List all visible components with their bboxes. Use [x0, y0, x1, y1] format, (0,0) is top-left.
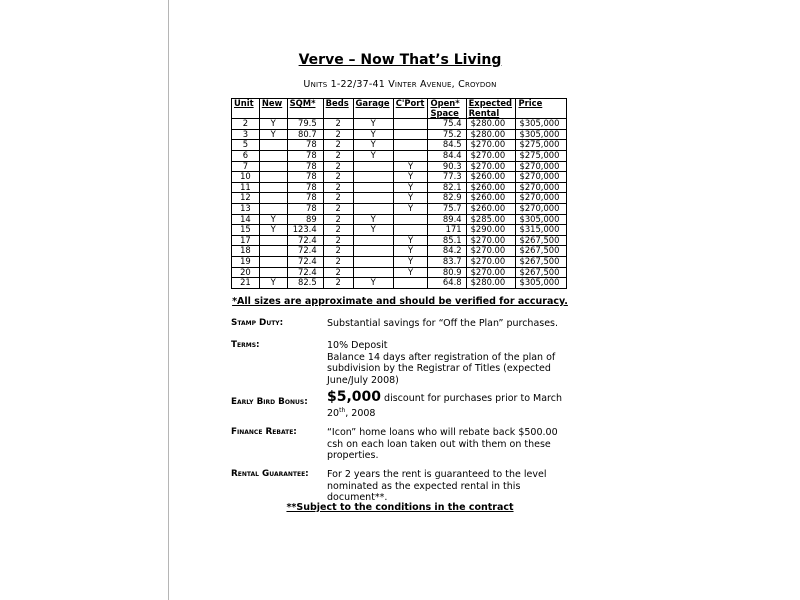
cell-garage	[353, 256, 393, 267]
cell-sqm: 72.4	[287, 267, 323, 278]
cell-expected-rental: $285.00	[466, 214, 516, 225]
cell-expected-rental: $270.00	[466, 256, 516, 267]
cell-garage: Y	[353, 129, 393, 140]
cell-new: Y	[259, 129, 287, 140]
cell-unit: 7	[232, 161, 260, 172]
cell-beds: 2	[323, 214, 353, 225]
cell-unit: 5	[232, 140, 260, 151]
table-row	[232, 172, 567, 183]
cell-unit: 17	[232, 235, 260, 246]
cell-expected-rental: $270.00	[466, 150, 516, 161]
cell-price: $275,000	[516, 140, 567, 151]
cell-carport: Y	[393, 235, 428, 246]
cell-unit: 19	[232, 256, 260, 267]
table-row	[232, 278, 567, 289]
header-beds: Beds	[323, 99, 353, 119]
cell-unit: 18	[232, 246, 260, 257]
cell-new	[259, 246, 287, 257]
cell-unit: 14	[232, 214, 260, 225]
units-table-body	[232, 119, 567, 289]
table-row	[232, 161, 567, 172]
cell-open-space: 84.5	[428, 140, 466, 151]
cell-expected-rental: $270.00	[466, 267, 516, 278]
cell-unit: 13	[232, 203, 260, 214]
cell-open-space: 90.3	[428, 161, 466, 172]
cell-price: $270,000	[516, 203, 567, 214]
cell-carport: Y	[393, 246, 428, 257]
cell-unit: 12	[232, 193, 260, 204]
cell-carport: Y	[393, 267, 428, 278]
document-title: Verve – Now That’s Living	[298, 52, 502, 68]
contract-conditions-note: **Subject to the conditions in the contract	[286, 502, 514, 513]
terms-label: Terms:	[231, 340, 260, 350]
cell-garage	[353, 161, 393, 172]
terms-text	[327, 340, 572, 386]
early-bird-description: discount for purchases prior to March 20	[327, 393, 562, 419]
cell-beds: 2	[323, 267, 353, 278]
cell-beds: 2	[323, 161, 353, 172]
cell-unit: 2	[232, 119, 260, 130]
terms-balance: Balance 14 days after registration of the plan of subdivision by the Registrar of Titles (expected June/July 2008)	[327, 351, 556, 386]
early-bird-label: Early Bird Bonus:	[231, 397, 308, 407]
cell-price: $305,000	[516, 119, 567, 130]
cell-expected-rental: $260.00	[466, 172, 516, 183]
stamp-duty-text: Substantial savings for “Off the Plan” purchases.	[327, 318, 559, 329]
cell-open-space: 80.9	[428, 267, 466, 278]
header-unit: Unit	[232, 99, 260, 119]
cell-price: $267,500	[516, 246, 567, 257]
cell-expected-rental: $290.00	[466, 225, 516, 236]
cell-new	[259, 182, 287, 193]
cell-garage: Y	[353, 278, 393, 289]
cell-new	[259, 267, 287, 278]
cell-expected-rental: $260.00	[466, 193, 516, 204]
cell-garage	[353, 182, 393, 193]
cell-sqm: 72.4	[287, 256, 323, 267]
cell-new	[259, 150, 287, 161]
table-row	[232, 193, 567, 204]
cell-price: $305,000	[516, 214, 567, 225]
cell-unit: 10	[232, 172, 260, 183]
cell-unit: 20	[232, 267, 260, 278]
cell-new	[259, 172, 287, 183]
cell-beds: 2	[323, 193, 353, 204]
cell-garage	[353, 246, 393, 257]
table-row	[232, 150, 567, 161]
cell-price: $275,000	[516, 150, 567, 161]
cell-garage: Y	[353, 214, 393, 225]
table-row	[232, 256, 567, 267]
cell-sqm: 78	[287, 150, 323, 161]
cell-open-space: 82.9	[428, 193, 466, 204]
cell-sqm: 72.4	[287, 246, 323, 257]
cell-garage	[353, 172, 393, 183]
table-row	[232, 214, 567, 225]
cell-price: $270,000	[516, 193, 567, 204]
cell-beds: 2	[323, 278, 353, 289]
cell-new: Y	[259, 278, 287, 289]
cell-carport	[393, 119, 428, 130]
cell-carport	[393, 225, 428, 236]
cell-open-space: 75.4	[428, 119, 466, 130]
early-bird-date-suffix: th	[339, 406, 346, 414]
cell-beds: 2	[323, 140, 353, 151]
cell-open-space: 75.7	[428, 203, 466, 214]
cell-price: $270,000	[516, 172, 567, 183]
cell-sqm: 78	[287, 203, 323, 214]
table-row	[232, 119, 567, 130]
cell-sqm: 123.4	[287, 225, 323, 236]
header-expected-rental: Expected Rental	[466, 99, 516, 119]
table-row	[232, 246, 567, 257]
cell-sqm: 72.4	[287, 235, 323, 246]
cell-open-space: 83.7	[428, 256, 466, 267]
cell-expected-rental: $270.00	[466, 246, 516, 257]
cell-unit: 11	[232, 182, 260, 193]
terms-deposit: 10% Deposit	[327, 340, 388, 351]
cell-carport: Y	[393, 172, 428, 183]
cell-beds: 2	[323, 172, 353, 183]
cell-unit: 6	[232, 150, 260, 161]
cell-expected-rental: $270.00	[466, 161, 516, 172]
early-bird-text	[327, 389, 572, 419]
cell-new	[259, 256, 287, 267]
table-row	[232, 267, 567, 278]
table-row	[232, 182, 567, 193]
cell-carport: Y	[393, 203, 428, 214]
header-new: New	[259, 99, 287, 119]
cell-carport	[393, 140, 428, 151]
cell-expected-rental: $280.00	[466, 119, 516, 130]
cell-sqm: 82.5	[287, 278, 323, 289]
cell-open-space: 77.3	[428, 172, 466, 183]
finance-rebate-label: Finance Rebate:	[231, 427, 297, 437]
cell-garage: Y	[353, 140, 393, 151]
units-table	[231, 98, 567, 289]
header-price: Price	[516, 99, 567, 119]
cell-open-space: 85.1	[428, 235, 466, 246]
cell-new	[259, 193, 287, 204]
cell-beds: 2	[323, 225, 353, 236]
stamp-duty-label: Stamp Duty:	[231, 318, 284, 328]
cell-garage	[353, 235, 393, 246]
cell-beds: 2	[323, 150, 353, 161]
finance-rebate-text: “Icon” home loans who will rebate back $500.00 csh on each loan taken out with them on these properties.	[327, 427, 558, 461]
cell-sqm: 78	[287, 193, 323, 204]
early-bird-year: , 2008	[345, 407, 376, 419]
cell-new	[259, 161, 287, 172]
cell-new	[259, 140, 287, 151]
rental-guarantee-text: For 2 years the rent is guaranteed to the level nominated as the expected rental in this document**.	[327, 469, 547, 503]
cell-sqm: 78	[287, 182, 323, 193]
cell-open-space: 89.4	[428, 214, 466, 225]
header-sqm: SQM*	[287, 99, 323, 119]
cell-open-space: 84.2	[428, 246, 466, 257]
cell-new: Y	[259, 119, 287, 130]
cell-price: $267,500	[516, 256, 567, 267]
cell-price: $270,000	[516, 161, 567, 172]
cell-price: $315,000	[516, 225, 567, 236]
cell-carport: Y	[393, 161, 428, 172]
cell-beds: 2	[323, 246, 353, 257]
cell-beds: 2	[323, 203, 353, 214]
cell-price: $305,000	[516, 278, 567, 289]
cell-open-space: 84.4	[428, 150, 466, 161]
cell-unit: 21	[232, 278, 260, 289]
cell-carport: Y	[393, 182, 428, 193]
cell-open-space: 82.1	[428, 182, 466, 193]
cell-sqm: 89	[287, 214, 323, 225]
early-bird-amount: $5,000	[327, 389, 382, 405]
cell-carport	[393, 278, 428, 289]
cell-garage	[353, 193, 393, 204]
header-open-space: Open* Space	[428, 99, 466, 119]
cell-sqm: 78	[287, 140, 323, 151]
cell-expected-rental: $260.00	[466, 203, 516, 214]
cell-garage	[353, 203, 393, 214]
rental-guarantee-label: Rental Guarantee:	[231, 469, 309, 479]
cell-new: Y	[259, 225, 287, 236]
cell-open-space: 64.8	[428, 278, 466, 289]
table-row	[232, 225, 567, 236]
cell-new: Y	[259, 214, 287, 225]
table-row	[232, 235, 567, 246]
table-row	[232, 203, 567, 214]
cell-beds: 2	[323, 235, 353, 246]
cell-carport	[393, 129, 428, 140]
header-garage: Garage	[353, 99, 393, 119]
cell-open-space: 75.2	[428, 129, 466, 140]
cell-price: $267,500	[516, 235, 567, 246]
table-row	[232, 140, 567, 151]
cell-carport: Y	[393, 256, 428, 267]
cell-price: $267,500	[516, 267, 567, 278]
cell-expected-rental: $270.00	[466, 140, 516, 151]
cell-beds: 2	[323, 256, 353, 267]
cell-sqm: 78	[287, 161, 323, 172]
document-subtitle: Units 1-22/37-41 Vinter Avenue, Croydon	[303, 79, 497, 90]
sizes-disclaimer: *All sizes are approximate and should be verified for accuracy.	[232, 296, 568, 307]
cell-sqm: 80.7	[287, 129, 323, 140]
cell-price: $305,000	[516, 129, 567, 140]
cell-garage: Y	[353, 119, 393, 130]
cell-expected-rental: $280.00	[466, 129, 516, 140]
cell-expected-rental: $280.00	[466, 278, 516, 289]
header-carport: C'Port	[393, 99, 428, 119]
table-row	[232, 129, 567, 140]
table-header-row	[232, 99, 567, 119]
cell-garage: Y	[353, 150, 393, 161]
cell-beds: 2	[323, 119, 353, 130]
cell-expected-rental: $270.00	[466, 235, 516, 246]
cell-carport	[393, 214, 428, 225]
cell-sqm: 79.5	[287, 119, 323, 130]
cell-carport: Y	[393, 193, 428, 204]
cell-price: $270,000	[516, 182, 567, 193]
cell-expected-rental: $260.00	[466, 182, 516, 193]
cell-unit: 3	[232, 129, 260, 140]
cell-beds: 2	[323, 129, 353, 140]
cell-carport	[393, 150, 428, 161]
cell-garage: Y	[353, 225, 393, 236]
cell-new	[259, 203, 287, 214]
cell-open-space: 171	[428, 225, 466, 236]
cell-beds: 2	[323, 182, 353, 193]
cell-unit: 15	[232, 225, 260, 236]
cell-new	[259, 235, 287, 246]
cell-sqm: 78	[287, 172, 323, 183]
cell-garage	[353, 267, 393, 278]
